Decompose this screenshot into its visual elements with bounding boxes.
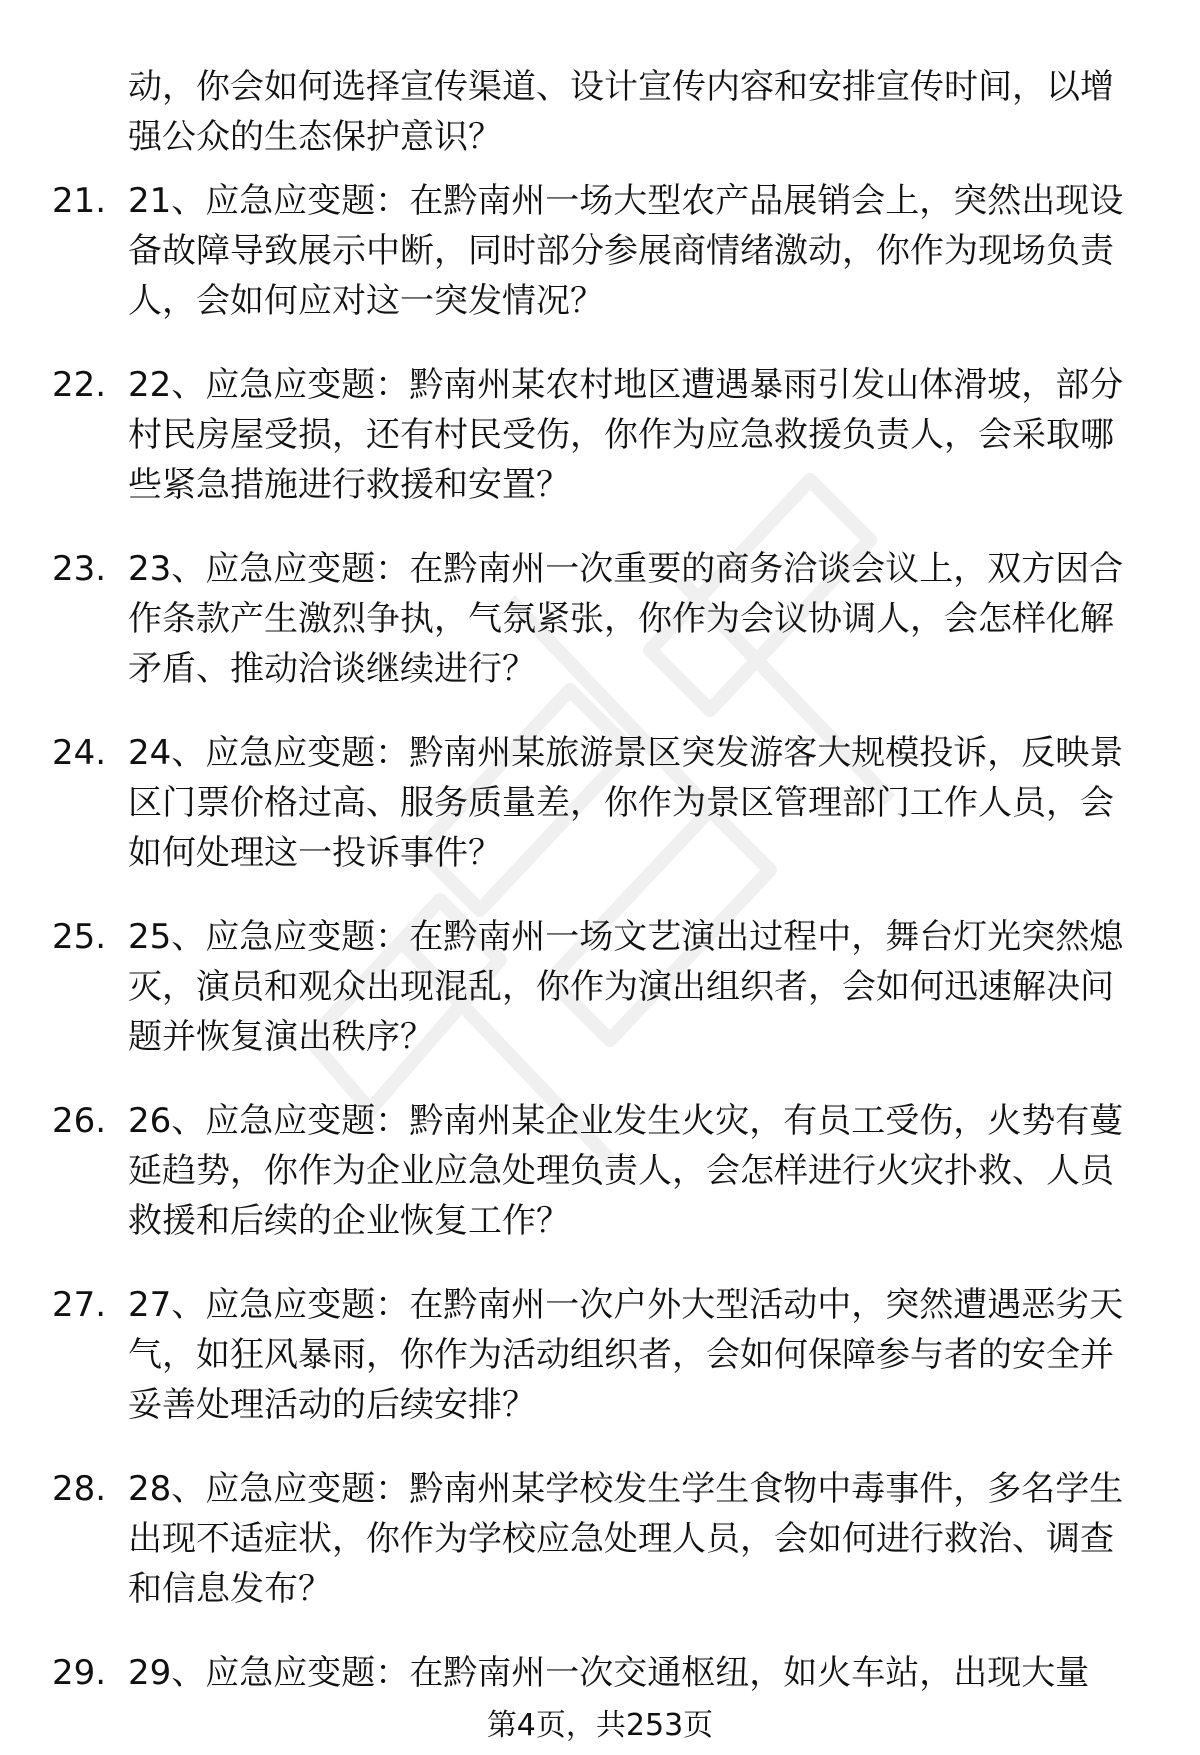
question-number: 28.: [52, 1469, 107, 1509]
question-text: 29、应急应变题：在黔南州一次交通枢纽，如火车站，出现大量: [128, 1653, 1090, 1693]
question-text: 24、应急应变题：黔南州某旅游景区突发游客大规模投诉，反映景区门票价格过高、服务质量差，你作为景区管理部门工作人员，会如何处理这一投诉事件？: [128, 733, 1124, 873]
list-item: [0, 176, 1200, 360]
question-text: 22、应急应变题：黔南州某农村地区遭遇暴雨引发山体滑坡，部分村民房屋受损，还有村民受伤，你作为应急救援负责人，会采取哪些紧急措施进行救援和安置？: [128, 365, 1124, 505]
question-text: 27、应急应变题：在黔南州一次户外大型活动中，突然遭遇恶劣天气，如狂风暴雨，你作为活动组织者，会如何保障参与者的安全并妥善处理活动的后续安排？: [128, 1285, 1124, 1425]
list-item: [0, 1464, 1200, 1648]
question-number: 22.: [52, 365, 107, 405]
question-number: 29.: [52, 1653, 107, 1693]
page-footer: 第4页，共253页: [486, 1708, 714, 1743]
list-item: [0, 1096, 1200, 1280]
list-item: [0, 544, 1200, 728]
question-number: 25.: [52, 917, 107, 957]
question-text: 28、应急应变题：黔南州某学校发生学生食物中毒事件，多名学生出现不适症状，你作为学校应急处理人员，会如何进行救治、调查和信息发布？: [128, 1469, 1124, 1609]
question-number: 24.: [52, 733, 107, 773]
question-text: 25、应急应变题：在黔南州一场文艺演出过程中，舞台灯光突然熄灭，演员和观众出现混乱，你作为演出组织者，会如何迅速解决问题并恢复演出秩序？: [128, 917, 1124, 1057]
question-number: 26.: [52, 1101, 107, 1141]
list-item: [0, 1280, 1200, 1464]
list-item: [0, 728, 1200, 912]
question-text: 21、应急应变题：在黔南州一场大型农产品展销会上，突然出现设备故障导致展示中断，同时部分参展商情绪激动，你作为现场负责人，会如何应对这一突发情况？: [128, 181, 1124, 321]
question-number: 21.: [52, 181, 107, 221]
list-item: [0, 912, 1200, 1096]
question-number: 27.: [52, 1285, 107, 1325]
question-list: [0, 176, 1200, 1706]
intro-paragraph: 动，你会如何选择宣传渠道、设计宣传内容和安排宣传时间，以增强公众的生态保护意识？: [128, 67, 1114, 157]
question-number: 23.: [52, 549, 107, 589]
question-text: 26、应急应变题：黔南州某企业发生火灾，有员工受伤，火势有蔓延趋势，你作为企业应急处理负责人，会怎样进行火灾扑救、人员救援和后续的企业恢复工作？: [128, 1101, 1124, 1241]
question-text: 23、应急应变题：在黔南州一次重要的商务洽谈会议上，双方因合作条款产生激烈争执，气氛紧张，你作为会议协调人，会怎样化解矛盾、推动洽谈继续进行？: [128, 549, 1124, 689]
list-item: [0, 1648, 1200, 1706]
list-item: [0, 360, 1200, 544]
